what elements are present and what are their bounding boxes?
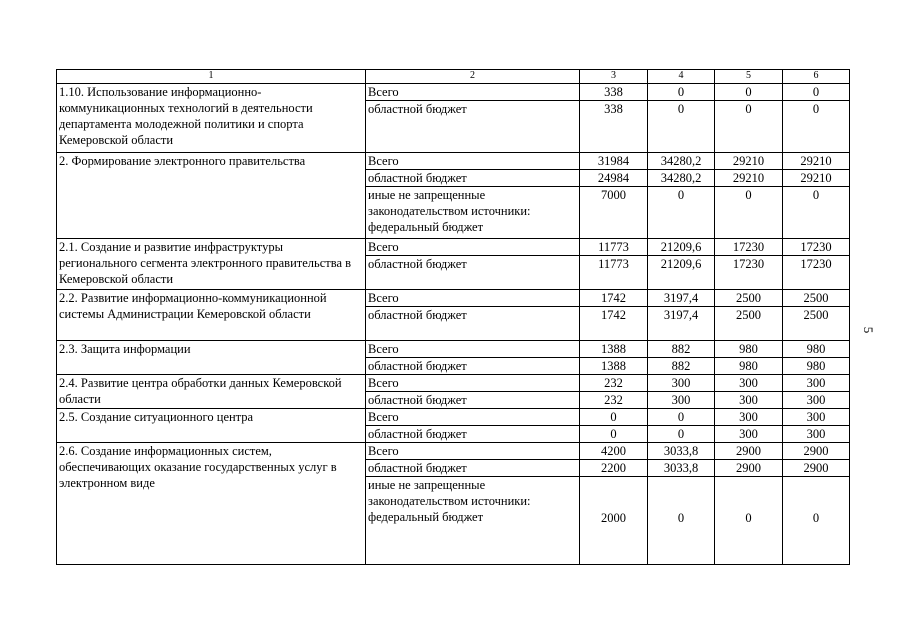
value-cell: 1388 <box>580 358 648 375</box>
value-cell: 34280,2 <box>648 153 715 170</box>
value-cell: 29210 <box>783 170 850 187</box>
value-cell: 29210 <box>715 153 783 170</box>
value-cell: 300 <box>648 375 715 392</box>
value-cell: 0 <box>580 409 648 426</box>
column-number: 4 <box>648 70 715 84</box>
value-cell: 338 <box>580 101 648 153</box>
value-cell: 3033,8 <box>648 443 715 460</box>
value-cell: 17230 <box>783 256 850 290</box>
value-cell: 300 <box>783 426 850 443</box>
funding-source: иные не запрещенные законодательством источники: федеральный бюджет <box>366 477 580 565</box>
value-cell: 0 <box>783 477 850 565</box>
value-cell: 2900 <box>783 460 850 477</box>
value-cell: 2500 <box>783 307 850 341</box>
value-cell: 0 <box>648 409 715 426</box>
value-cell: 300 <box>715 392 783 409</box>
funding-source: Всего <box>366 443 580 460</box>
value-cell: 2900 <box>783 443 850 460</box>
value-cell: 232 <box>580 392 648 409</box>
funding-source: областной бюджет <box>366 307 580 341</box>
value-cell: 300 <box>783 392 850 409</box>
funding-source: Всего <box>366 341 580 358</box>
value-cell: 0 <box>715 477 783 565</box>
table-row <box>57 290 850 307</box>
measure-name: 2.2. Развитие информационно-коммуникационной системы Администрации Кемеровской области <box>57 290 366 341</box>
table-row <box>57 84 850 101</box>
value-cell: 2500 <box>715 307 783 341</box>
value-cell: 17230 <box>715 256 783 290</box>
value-cell: 17230 <box>783 239 850 256</box>
column-number: 3 <box>580 70 648 84</box>
funding-source: иные не запрещенные законодательством источники: федеральный бюджет <box>366 187 580 239</box>
measure-name: 2. Формирование электронного правительства <box>57 153 366 239</box>
value-cell: 338 <box>580 84 648 101</box>
value-cell: 2500 <box>715 290 783 307</box>
value-cell: 0 <box>648 477 715 565</box>
value-cell: 21209,6 <box>648 256 715 290</box>
value-cell: 7000 <box>580 187 648 239</box>
value-cell: 29210 <box>715 170 783 187</box>
value-cell: 31984 <box>580 153 648 170</box>
value-cell: 300 <box>648 392 715 409</box>
funding-source: областной бюджет <box>366 460 580 477</box>
column-number: 5 <box>715 70 783 84</box>
funding-source: областной бюджет <box>366 170 580 187</box>
value-cell: 0 <box>715 187 783 239</box>
column-number: 2 <box>366 70 580 84</box>
value-cell: 0 <box>648 426 715 443</box>
value-cell: 0 <box>648 84 715 101</box>
value-cell: 300 <box>783 375 850 392</box>
value-cell: 24984 <box>580 170 648 187</box>
value-cell: 980 <box>715 358 783 375</box>
value-cell: 1388 <box>580 341 648 358</box>
funding-source: областной бюджет <box>366 256 580 290</box>
table-row <box>57 409 850 426</box>
funding-source: Всего <box>366 290 580 307</box>
value-cell: 2500 <box>783 290 850 307</box>
value-cell: 0 <box>648 101 715 153</box>
table-row <box>57 375 850 392</box>
funding-source: Всего <box>366 409 580 426</box>
table-row <box>57 443 850 460</box>
funding-source: областной бюджет <box>366 358 580 375</box>
value-cell: 980 <box>783 341 850 358</box>
value-cell: 0 <box>715 84 783 101</box>
funding-source: областной бюджет <box>366 392 580 409</box>
value-cell: 1742 <box>580 290 648 307</box>
value-cell: 0 <box>648 187 715 239</box>
value-cell: 1742 <box>580 307 648 341</box>
value-cell: 0 <box>783 101 850 153</box>
value-cell: 300 <box>715 375 783 392</box>
value-cell: 2200 <box>580 460 648 477</box>
funding-source: областной бюджет <box>366 101 580 153</box>
value-cell: 300 <box>715 409 783 426</box>
funding-source: Всего <box>366 153 580 170</box>
value-cell: 4200 <box>580 443 648 460</box>
value-cell: 11773 <box>580 239 648 256</box>
measure-name: 2.1. Создание и развитие инфраструктуры регионального сегмента электронного правительства в Кемеровской области <box>57 239 366 290</box>
value-cell: 21209,6 <box>648 239 715 256</box>
value-cell: 882 <box>648 341 715 358</box>
funding-source: Всего <box>366 375 580 392</box>
value-cell: 3033,8 <box>648 460 715 477</box>
measure-name: 2.6. Создание информационных систем, обеспечивающих оказание государственных услуг в электронном виде <box>57 443 366 565</box>
table-row <box>57 153 850 170</box>
value-cell: 232 <box>580 375 648 392</box>
value-cell: 0 <box>783 187 850 239</box>
funding-source: Всего <box>366 239 580 256</box>
value-cell: 882 <box>648 358 715 375</box>
value-cell: 2000 <box>580 477 648 565</box>
value-cell: 0 <box>715 101 783 153</box>
value-cell: 3197,4 <box>648 307 715 341</box>
measure-name: 1.10. Использование информационно-коммуникационных технологий в деятельности департамента молодежной политики и спорта Кемеровской области <box>57 84 366 153</box>
budget-table <box>56 69 850 565</box>
value-cell: 0 <box>580 426 648 443</box>
column-number: 6 <box>783 70 850 84</box>
measure-name: 2.4. Развитие центра обработки данных Кемеровской области <box>57 375 366 409</box>
value-cell: 980 <box>783 358 850 375</box>
value-cell: 2900 <box>715 443 783 460</box>
column-number: 1 <box>57 70 366 84</box>
value-cell: 3197,4 <box>648 290 715 307</box>
funding-source: областной бюджет <box>366 426 580 443</box>
value-cell: 17230 <box>715 239 783 256</box>
value-cell: 300 <box>783 409 850 426</box>
table-row <box>57 341 850 358</box>
column-number-row <box>57 70 850 84</box>
value-cell: 29210 <box>783 153 850 170</box>
table-row <box>57 239 850 256</box>
value-cell: 0 <box>783 84 850 101</box>
value-cell: 34280,2 <box>648 170 715 187</box>
measure-name: 2.3. Защита информации <box>57 341 366 375</box>
page-number: 5 <box>861 326 876 334</box>
measure-name: 2.5. Создание ситуационного центра <box>57 409 366 443</box>
value-cell: 980 <box>715 341 783 358</box>
value-cell: 300 <box>715 426 783 443</box>
value-cell: 11773 <box>580 256 648 290</box>
funding-source: Всего <box>366 84 580 101</box>
value-cell: 2900 <box>715 460 783 477</box>
